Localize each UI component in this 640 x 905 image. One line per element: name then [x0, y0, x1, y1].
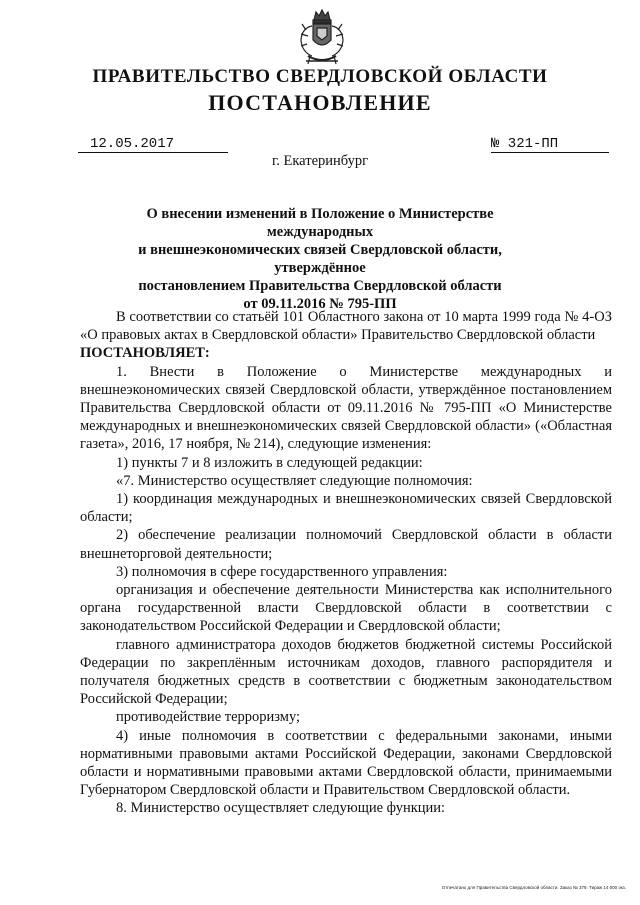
city: г. Екатеринбург	[271, 153, 369, 169]
resolves-heading: ПОСТАНОВЛЯЕТ:	[80, 345, 210, 362]
paragraph: 3) полномочия в сфере государственного управления:	[116, 563, 448, 580]
document-body	[80, 308, 612, 818]
paragraph: 4) иные полномочия в соответствии с федеральными законами, иными нормативными правовыми актами Российской Федерации, законами Свердловской области и нормативными правовыми актами Свердловской области, принимаемыми Губернатором Свердловской области и Правительством Свердловской области.	[80, 727, 612, 799]
coat-of-arms-emblem	[298, 6, 346, 68]
subject-line: и внешнеэкономических связей Свердловской области, утверждённое	[138, 242, 502, 276]
paragraph: «7. Министерство осуществляет следующие полномочия:	[116, 472, 473, 489]
paragraph: 1. Внести в Положение о Министерстве международных и внешнеэкономических связей Свердловской области, утверждённое постановлением Правительства Свердловской области от 09.11.2016 № 795-ПП «О Министерстве международных и внешнеэкономических связей Свердловской области» («Областная газета», 2016, 17 ноября, № 214), следующие изменения:	[80, 363, 612, 453]
paragraph: главного администратора доходов бюджетов бюджетной системы Российской Федерации по закреплённым источникам доходов, главного распорядителя и получателя бюджетных средств в соответствии с бюджетным законодательством Российской Федерации;	[80, 636, 612, 708]
paragraph: 8. Министерство осуществляет следующие функции:	[116, 800, 446, 817]
paragraph: противодействие терроризму;	[116, 709, 301, 726]
paragraph: 1) координация международных и внешнеэкономических связей Свердловской области;	[80, 491, 612, 526]
subject-line: О внесении изменений в Положение о Министерстве международных	[146, 206, 494, 240]
document-subject	[100, 205, 540, 313]
document-number: № 321-ПП	[491, 136, 609, 153]
subject-line: от 09.11.2016 № 795-ПП	[243, 296, 397, 312]
print-footer: Отпечатано для Правительства Свердловской области. Заказ № 379. Тираж 14 000 экз.	[441, 885, 626, 890]
subject-line: постановлением Правительства Свердловской области	[138, 278, 502, 294]
paragraph: 1) пункты 7 и 8 изложить в следующей редакции:	[116, 454, 423, 471]
government-name: ПРАВИТЕЛЬСТВО СВЕРДЛОВСКОЙ ОБЛАСТИ	[92, 66, 548, 87]
paragraph: организация и обеспечение деятельности Министерства как исполнительного органа государственной власти Свердловской области в соответствии с законодательством Российской Федерации и Свердловской области;	[80, 582, 612, 635]
document-date: 12.05.2017	[78, 136, 228, 153]
document-type: ПОСТАНОВЛЕНИЕ	[208, 90, 432, 115]
preamble: В соответствии со статьёй 101 Областного закона от 10 марта 1999 года № 4-ОЗ «О правовых актах в Свердловской области» Правительство Свердловской области	[80, 309, 612, 344]
paragraph: 2) обеспечение реализации полномочий Свердловской области в области внешнеторговой деятельности;	[80, 527, 612, 562]
